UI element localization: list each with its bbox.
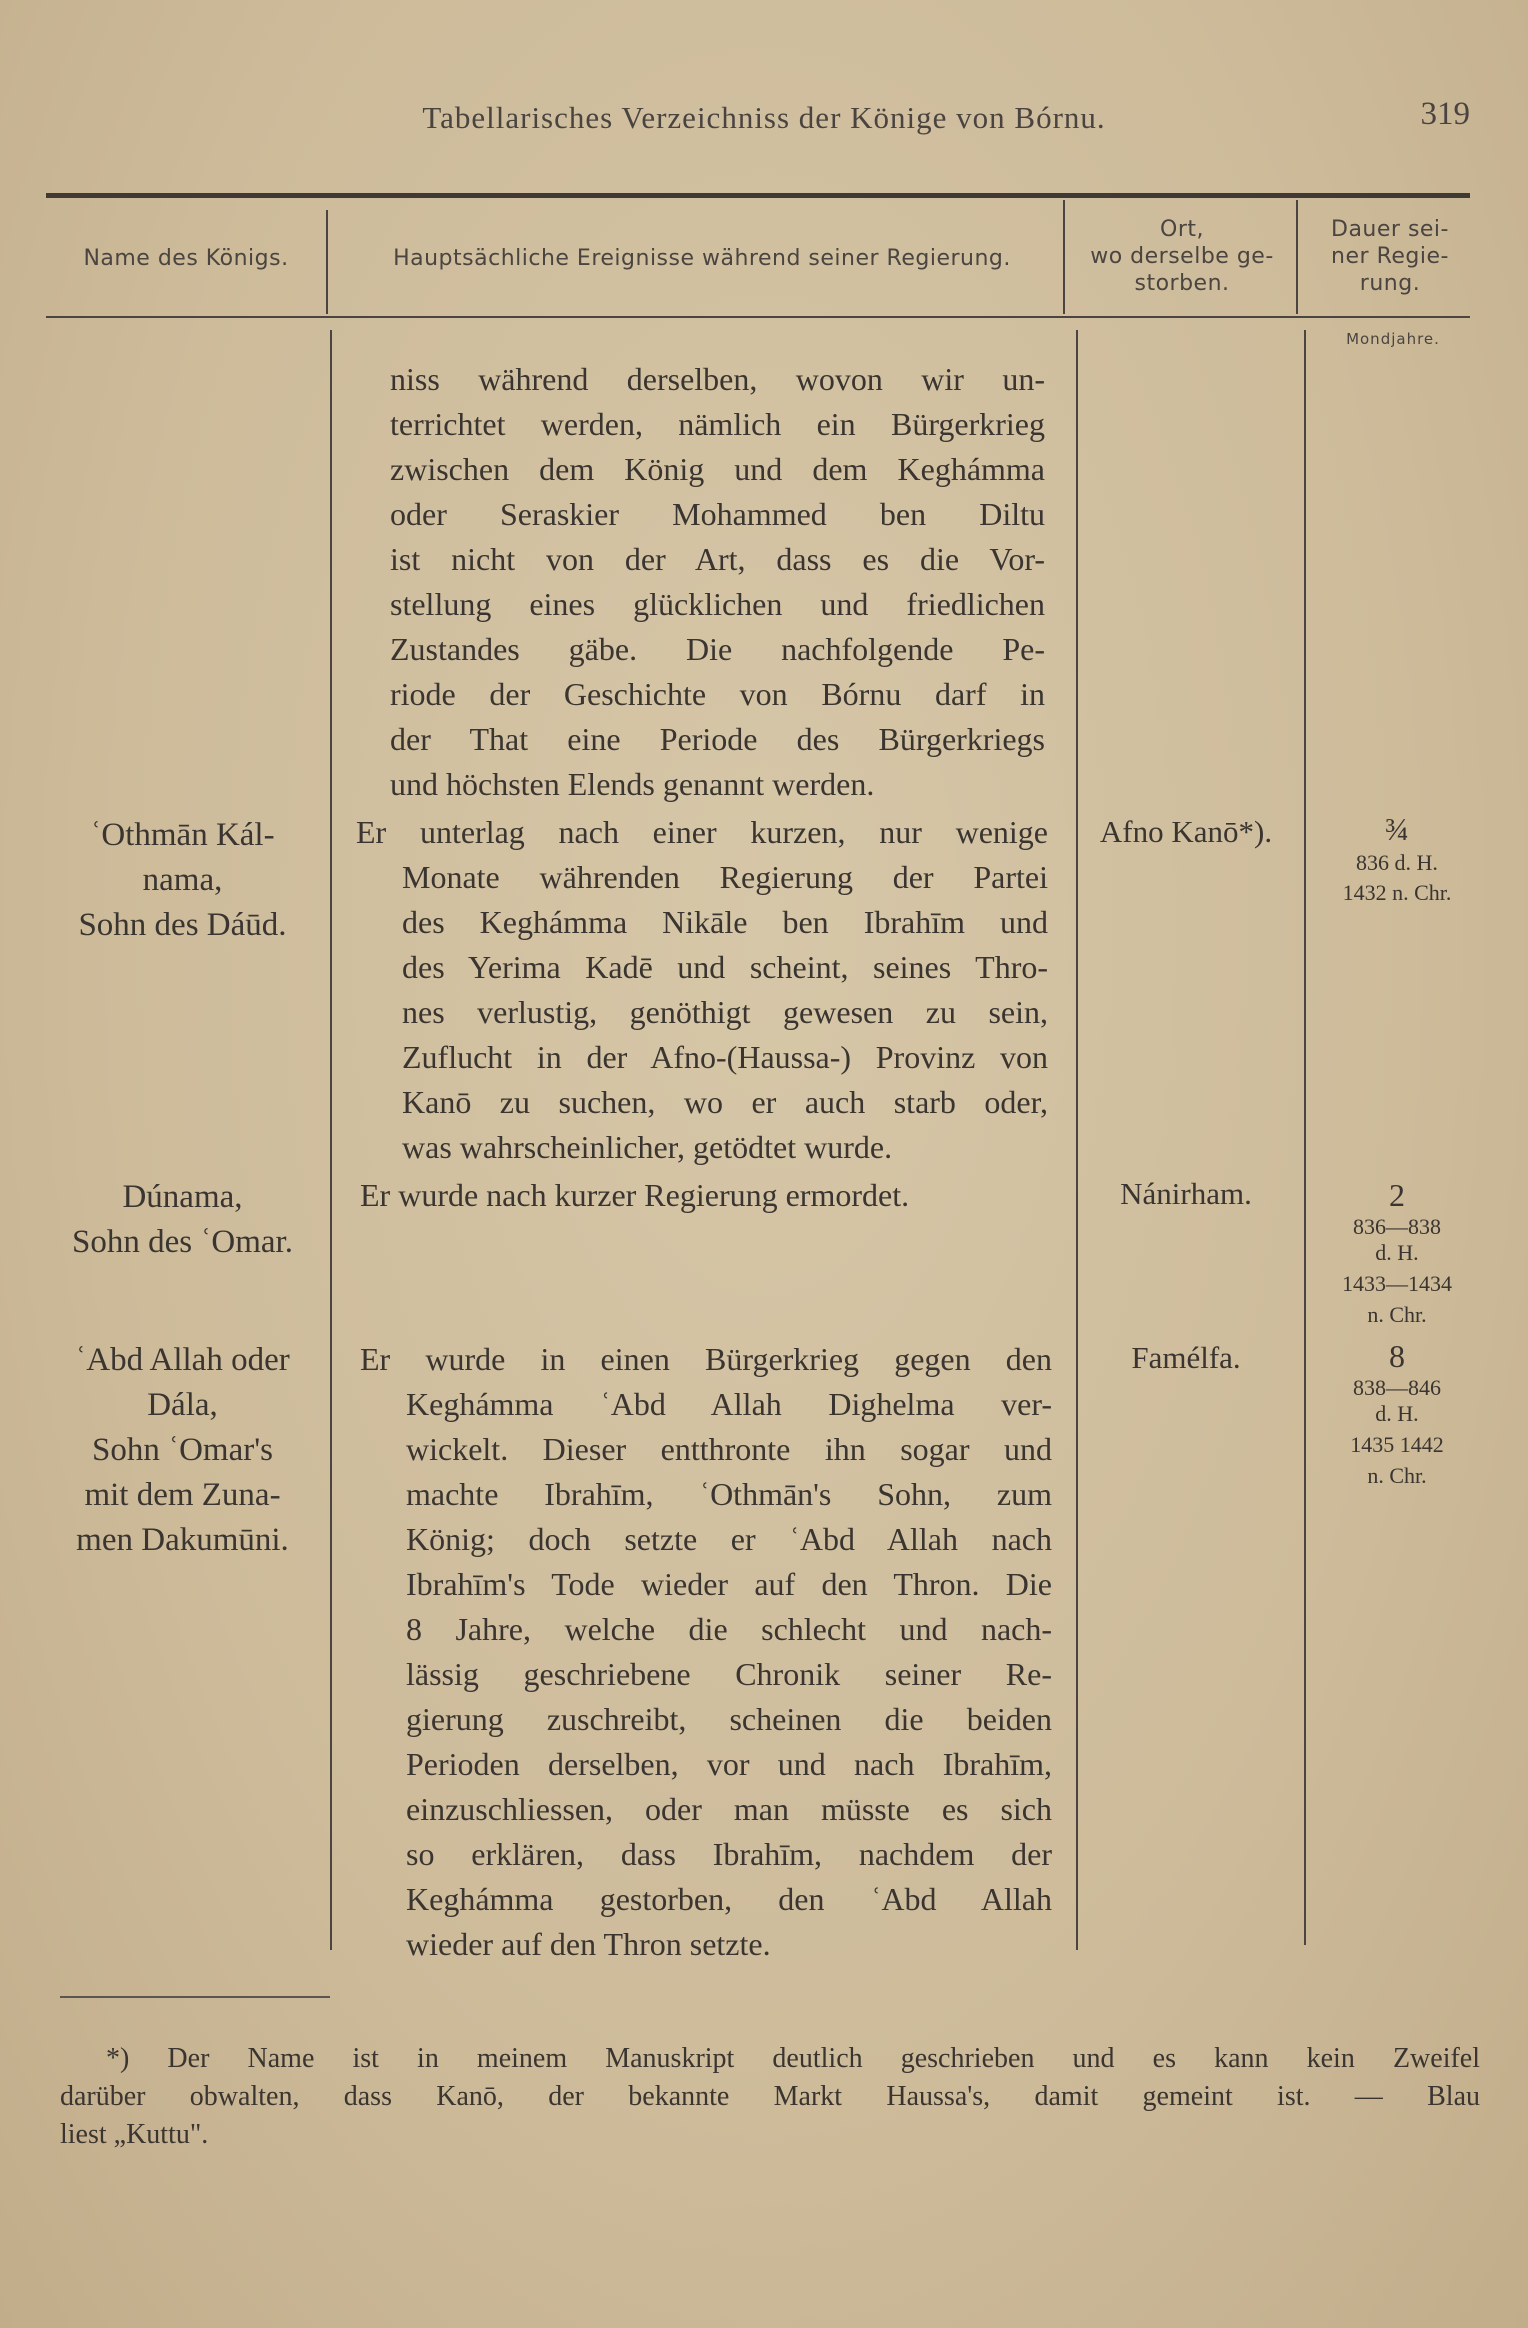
- header-divider: [326, 210, 328, 314]
- table-header-rule: [46, 316, 1470, 318]
- text-line: Zuflucht in der Afno-(Haussa-) Provinz von: [402, 1039, 1048, 1075]
- year-line: 1432 n. Chr.: [1342, 880, 1452, 905]
- header-divider: [1296, 200, 1298, 314]
- text-line: Er unterlag nach einer kurzen, nur wenige: [356, 814, 1048, 850]
- text-line: des Yerima Kadē und scheint, seines Thro-: [402, 949, 1048, 985]
- text-line: Zustandes gäbe. Die nachfolgende Pe-: [390, 631, 1045, 667]
- column-header-name: Name des Königs.: [83, 246, 289, 271]
- name-line: Sohn des ʿOmar.: [72, 1224, 293, 1260]
- text-line: König; doch setzte er ʿAbd Allah nach: [406, 1521, 1052, 1557]
- column-divider: [1076, 330, 1078, 1950]
- text-line: wickelt. Dieser entthronte ihn sogar und: [406, 1431, 1052, 1467]
- reign-duration: [1302, 1337, 1492, 1489]
- column-divider: [330, 330, 332, 1950]
- column-divider: [1304, 330, 1306, 1945]
- year-line: 1433—1434: [1342, 1271, 1452, 1296]
- footnote-line: *) Der Name ist in meinem Manuskript deutlich geschrieben und es kann kein Zweifel: [106, 2043, 1480, 2074]
- header-divider: [1063, 200, 1065, 314]
- text-line: terrichtet werden, nämlich ein Bürgerkrieg: [390, 406, 1045, 442]
- death-place: Famélfa.: [1131, 1340, 1241, 1375]
- text-line: gierung zuschreibt, scheinen die beiden: [406, 1701, 1052, 1737]
- text-line: einzuschliessen, oder man müsste es sich: [406, 1791, 1052, 1827]
- column-header-duration: [1300, 216, 1480, 297]
- text-line: Er wurde nach kurzer Regierung ermordet.: [360, 1177, 910, 1213]
- text-line: Perioden derselben, vor und nach Ibrahīm,: [406, 1746, 1052, 1782]
- death-place: Afno Kanō*).: [1099, 814, 1273, 849]
- duration-header-line: Dauer sei-: [1331, 217, 1449, 242]
- footnote: [60, 2040, 1480, 2154]
- text-line: nes verlustig, genöthigt gewesen zu sein,: [402, 994, 1048, 1030]
- king-name: [40, 813, 325, 948]
- footnote-line: liest „Kuttu".: [60, 2119, 209, 2150]
- place-header-line: wo derselbe ge-: [1090, 244, 1274, 269]
- year-line: 1435 1442: [1350, 1432, 1444, 1457]
- name-line: ʿOthmān Kál-: [90, 817, 275, 853]
- text-line: so erklären, dass Ibrahīm, nachdem der: [406, 1836, 1052, 1872]
- text-line: riode der Geschichte von Bórnu darf in: [390, 676, 1045, 712]
- text-line: des Keghámma Nikāle ben Ibrahīm und: [402, 904, 1048, 940]
- running-header: Tabellarisches Verzeichniss der Könige von Bórnu.: [422, 100, 1106, 135]
- text-line: wieder auf den Thron setzte.: [406, 1926, 771, 1962]
- duration-unit: Mondjahre.: [1346, 330, 1440, 348]
- text-line: machte Ibrahīm, ʿOthmān's Sohn, zum: [406, 1476, 1052, 1512]
- text-line: lässig geschriebene Chronik seiner Re-: [406, 1656, 1052, 1692]
- duration-header-line: ner Regie-: [1331, 244, 1449, 269]
- column-header-events: Hauptsächliche Ereignisse während seiner Regierung.: [393, 246, 1011, 271]
- text-line: 8 Jahre, welche die schlecht und nach-: [406, 1611, 1052, 1647]
- page-number: 319: [1420, 96, 1470, 132]
- text-line: was wahrscheinlicher, getödtet wurde.: [402, 1129, 893, 1165]
- events-text: [356, 810, 1048, 1170]
- year-line: 838—846: [1353, 1375, 1441, 1400]
- name-line: Sohn ʿOmar's: [91, 1432, 274, 1468]
- name-line: Dála,: [147, 1387, 218, 1423]
- column-header-place: [1068, 216, 1296, 297]
- year-line: n. Chr.: [1367, 1302, 1427, 1327]
- events-text: [360, 1173, 1050, 1218]
- text-line: stellung eines glücklichen und friedlichen: [390, 586, 1045, 622]
- text-line: zwischen dem König und dem Keghámma: [390, 451, 1045, 487]
- year-line: d. H.: [1375, 1240, 1419, 1265]
- duration-header-line: rung.: [1359, 271, 1421, 296]
- name-line: Dúnama,: [122, 1179, 243, 1215]
- year-line: 836—838: [1353, 1214, 1441, 1239]
- text-line: Keghámma gestorben, den ʿAbd Allah: [406, 1881, 1052, 1917]
- continuation-text: [390, 357, 1045, 807]
- king-name: [40, 1175, 325, 1265]
- year-line: 836 d. H.: [1356, 850, 1438, 875]
- duration-value: ¾: [1385, 811, 1409, 847]
- footnote-line: darüber obwalten, dass Kanō, der bekannte Markt Haussa's, damit gemeint ist. — Blau: [60, 2081, 1480, 2112]
- duration-value: 2: [1389, 1177, 1405, 1213]
- text-line: niss während derselben, wovon wir un-: [390, 361, 1045, 397]
- text-line: Kanō zu suchen, wo er auch starb oder,: [402, 1084, 1048, 1120]
- name-line: ʿAbd Allah oder: [75, 1342, 290, 1378]
- events-text: [360, 1337, 1052, 1967]
- name-line: mit dem Zuna-: [84, 1477, 281, 1513]
- name-line: Sohn des Dáūd.: [78, 907, 287, 943]
- place-header-line: Ort,: [1160, 217, 1204, 242]
- year-line: d. H.: [1375, 1401, 1419, 1426]
- text-line: der That eine Periode des Bürgerkriegs: [390, 721, 1045, 757]
- duration-value: 8: [1389, 1338, 1405, 1374]
- text-line: ist nicht von der Art, dass es die Vor-: [390, 541, 1045, 577]
- text-line: Monate währenden Regierung der Partei: [402, 859, 1048, 895]
- reign-duration: [1302, 810, 1492, 908]
- year-line: n. Chr.: [1367, 1463, 1427, 1488]
- text-line: Er wurde in einen Bürgerkrieg gegen den: [360, 1341, 1052, 1377]
- name-line: nama,: [142, 862, 223, 898]
- table-top-rule: [46, 193, 1470, 198]
- name-line: men Dakumūni.: [76, 1522, 289, 1558]
- king-name: [40, 1338, 325, 1563]
- place-header-line: storben.: [1134, 271, 1230, 296]
- text-line: Keghámma ʿAbd Allah Dighelma ver-: [406, 1386, 1052, 1422]
- reign-duration: [1302, 1176, 1492, 1328]
- text-line: und höchsten Elends genannt werden.: [390, 766, 875, 802]
- footnote-rule: [60, 1996, 330, 1998]
- text-line: Ibrahīm's Tode wieder auf den Thron. Die: [406, 1566, 1052, 1602]
- death-place: Nánirham.: [1120, 1176, 1252, 1211]
- text-line: oder Seraskier Mohammed ben Diltu: [390, 496, 1045, 532]
